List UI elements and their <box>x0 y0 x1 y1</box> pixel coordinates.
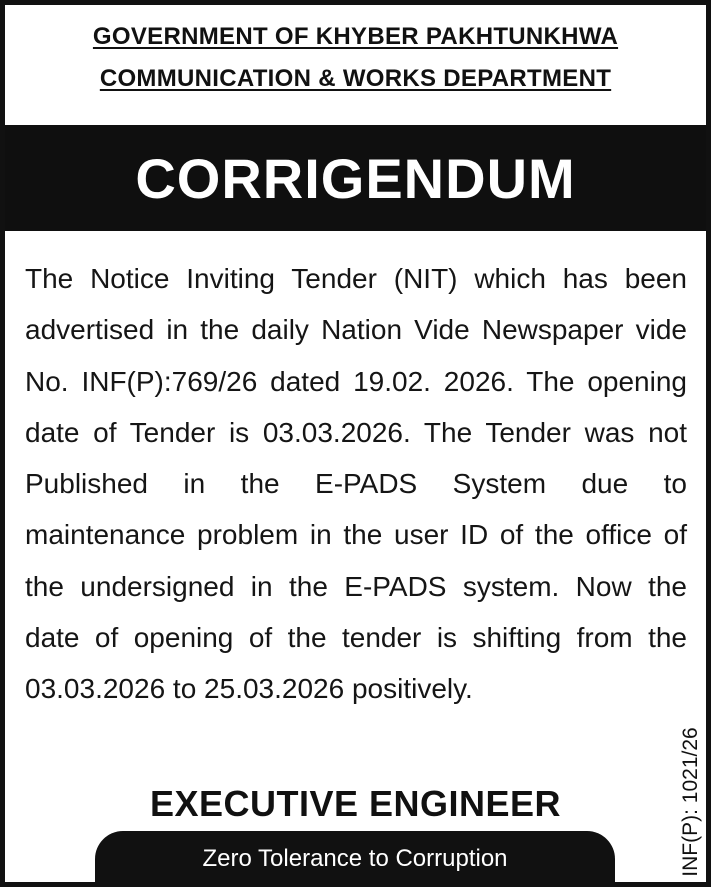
department-heading-text: COMMUNICATION & WORKS DEPARTMENT <box>99 65 612 92</box>
reference-number: INF(P): 1021/26 <box>679 727 702 877</box>
signatory-title: EXECUTIVE ENGINEER <box>149 783 562 824</box>
reference-number-area <box>679 717 709 887</box>
notice-body: The Notice Inviting Tender (NIT) which has been advertised in the daily Nation Vide Newspaper vide No. INF(P):769/26 dated 19.02. 2026. The opening date of Tender is 03.03.2026. The Tender was not Published in the E-PADS System due to maintenance problem in the user ID of the office of the undersigned in the E-PADS system. Now the date of opening of the tender is shifting from the 03.03.2026 to 25.03.2026 positively. <box>25 263 687 705</box>
government-heading-text: GOVERNMENT OF KHYBER PAKHTUNKHWA <box>92 23 619 50</box>
government-heading <box>5 23 706 51</box>
notice-title: CORRIGENDUM <box>135 146 576 210</box>
notice-header <box>5 5 706 125</box>
slogan-bar <box>95 831 615 887</box>
slogan-text: Zero Tolerance to Corruption <box>202 845 508 872</box>
title-banner <box>5 125 706 231</box>
department-heading <box>5 65 706 93</box>
